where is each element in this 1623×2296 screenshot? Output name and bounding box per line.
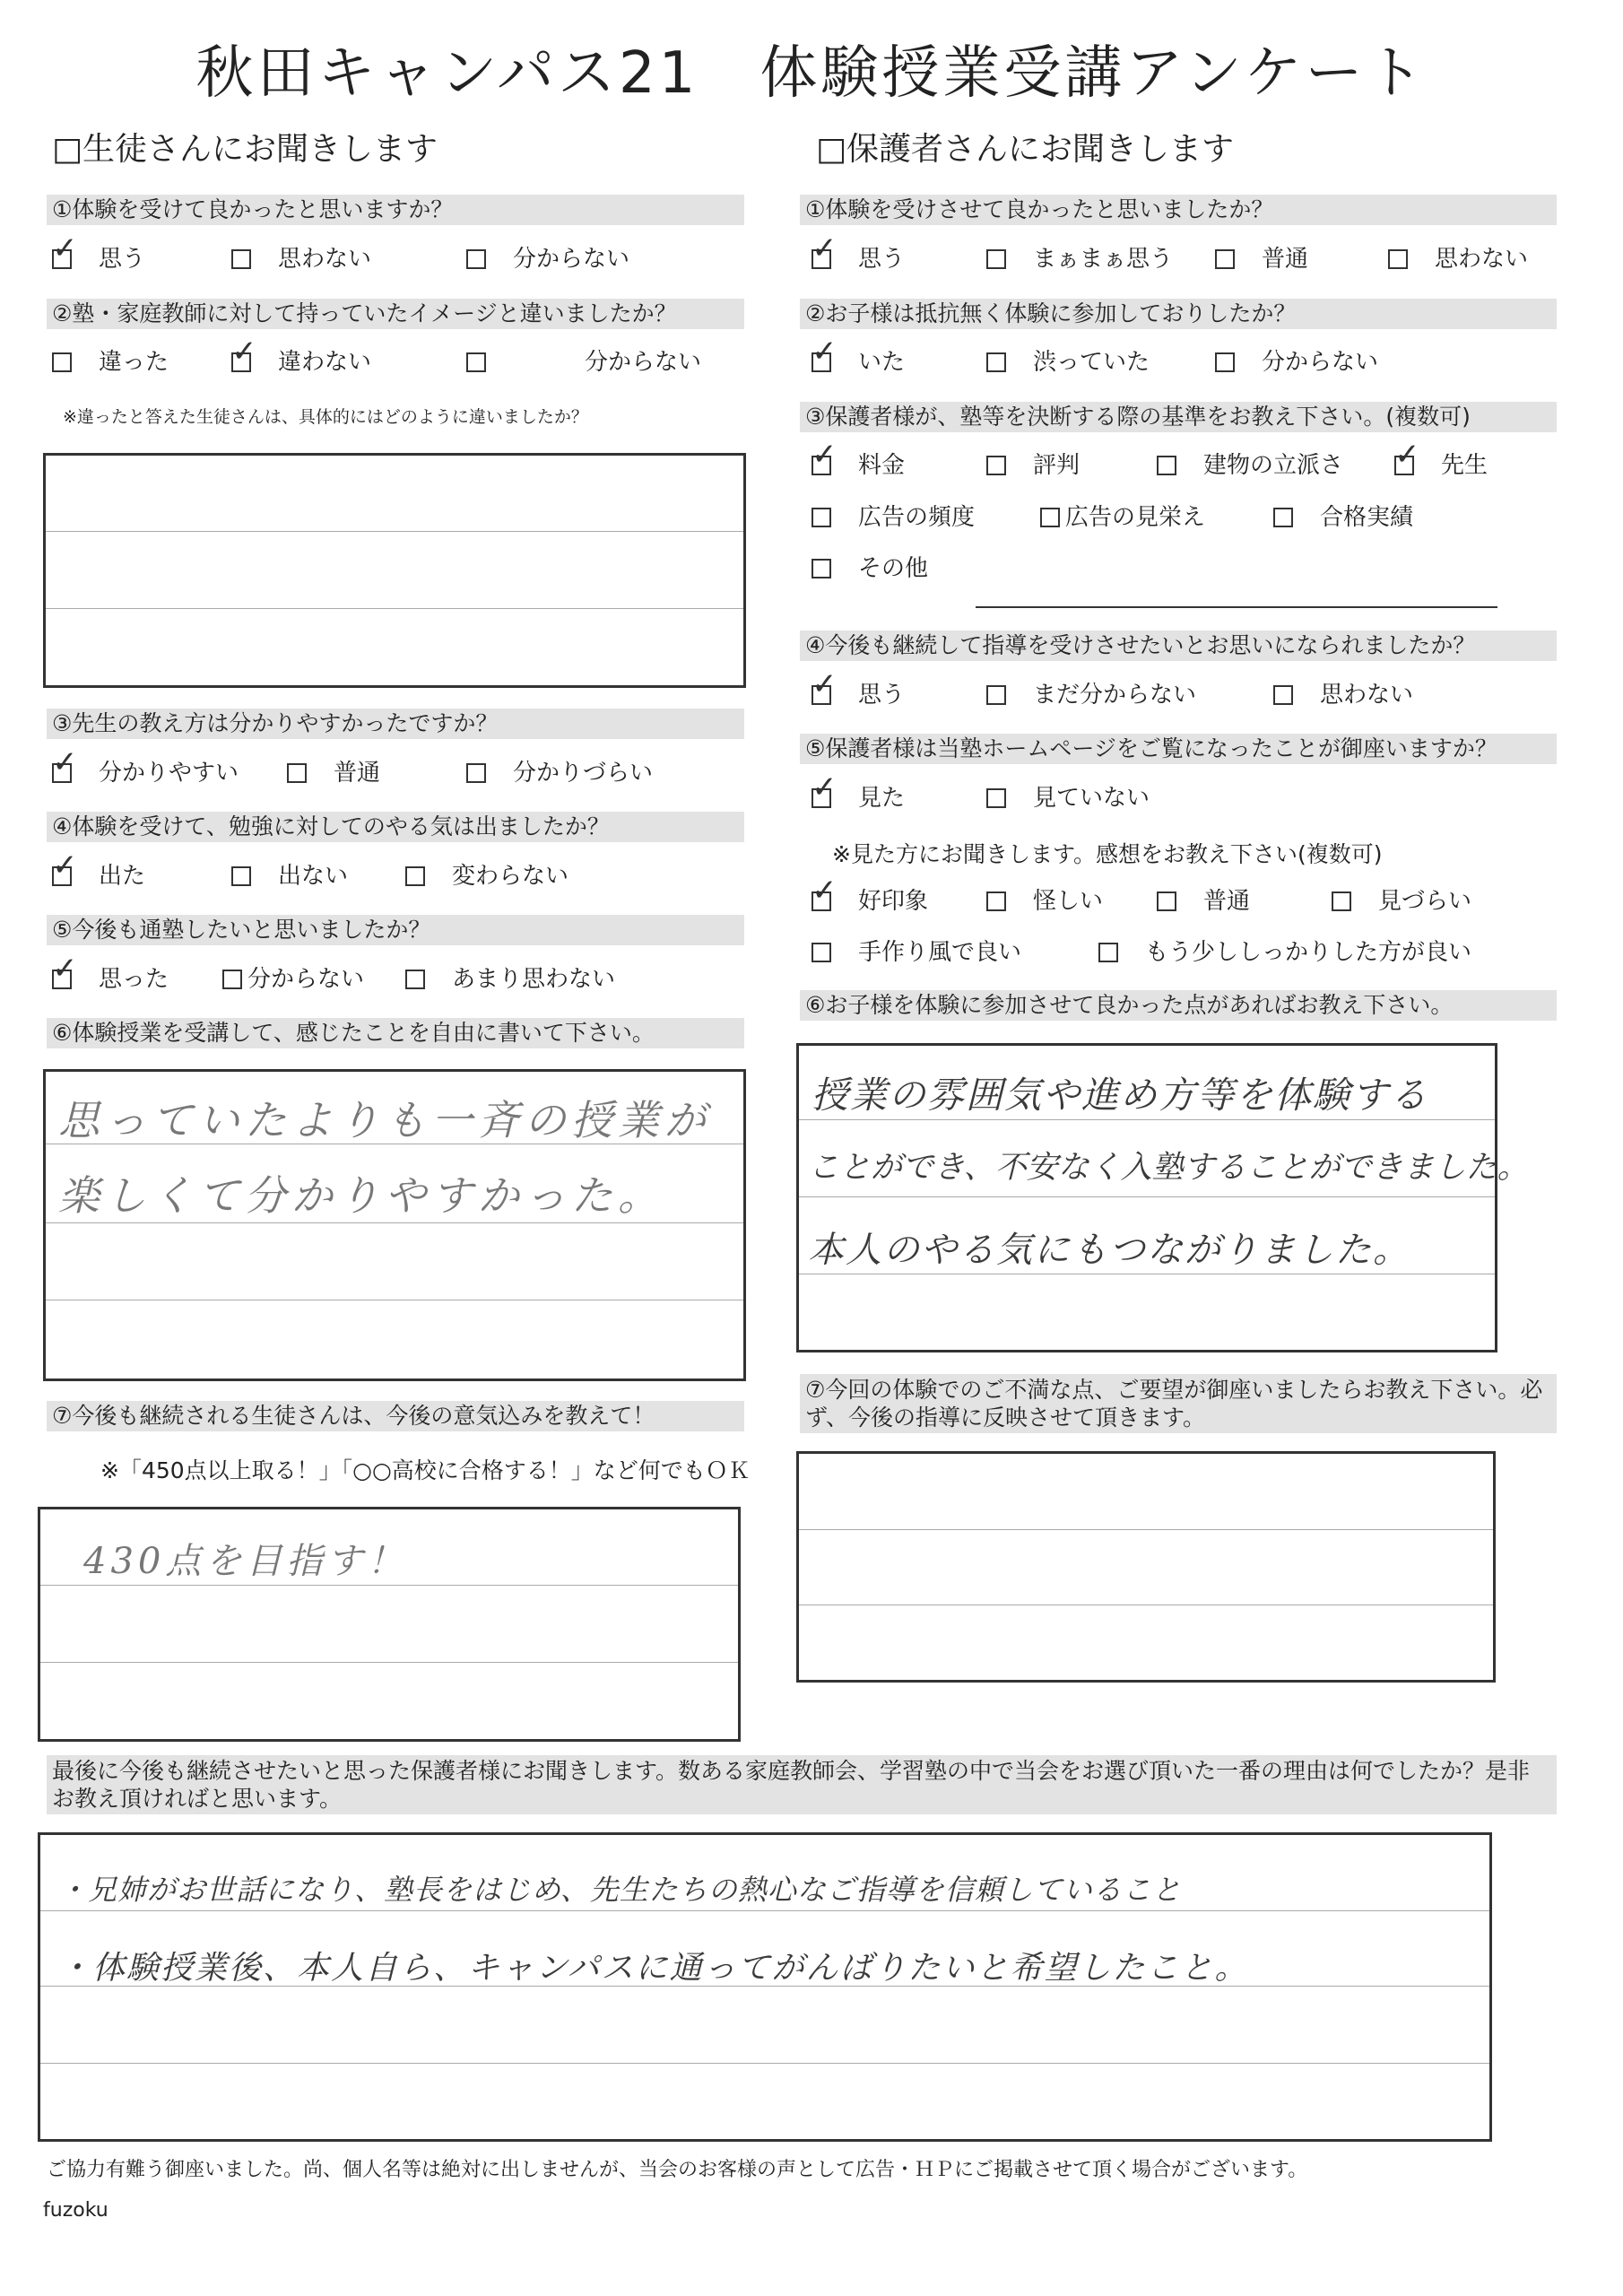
checkbox[interactable] <box>812 230 838 269</box>
handwritten-answer-line: 本人のやる気にもつながりました。 <box>808 1230 1410 1271</box>
parent-q3-option-2[interactable]: 評判 <box>986 450 1080 481</box>
student-q7-note: ※「450点以上取る！」「○○高校に合格する！」など何でもＯＫ <box>100 1457 751 1483</box>
handwritten-answer-line: ・体験授業後、本人自ら、キャンパスに通ってがんばりたいと希望したこと。 <box>58 1950 1249 1987</box>
check-mark-icon: ✓ <box>1394 437 1420 473</box>
checkbox[interactable] <box>986 352 1006 372</box>
checkbox[interactable] <box>986 891 1006 911</box>
student-q6-label: ⑥体験授業を受講して、感じたことを自由に書いて下さい。 <box>47 1018 744 1048</box>
student-q2-option-2[interactable]: ✓ 違わない <box>231 334 372 376</box>
parent-q1-label: ①体験を受けさせて良かったと思いましたか？ <box>800 195 1557 225</box>
answer-line <box>40 1910 1489 1911</box>
student-q4-option-2[interactable]: 出ない <box>231 861 348 891</box>
handwritten-answer-line: 楽しくて分かりやすかった。 <box>58 1171 664 1220</box>
other-write-in-line[interactable] <box>976 606 1497 608</box>
parent-q4-option-2[interactable]: まだ分からない <box>986 680 1196 710</box>
checkbox[interactable] <box>986 788 1006 808</box>
answer-line <box>46 608 743 609</box>
student-q3-option-3[interactable]: 分かりづらい <box>466 758 653 788</box>
checkbox[interactable] <box>986 685 1006 705</box>
checkbox[interactable] <box>222 970 242 989</box>
parent-q1-option-2[interactable]: まぁまぁ思う <box>986 244 1173 274</box>
checkbox[interactable] <box>1157 891 1176 911</box>
student-q4-option-3[interactable]: 変わらない <box>405 861 568 891</box>
parent-q4-label: ④今後も継続して指導を受けさせたいとお思いになられましたか？ <box>800 631 1557 661</box>
checkbox[interactable] <box>986 456 1006 475</box>
checkbox[interactable] <box>466 249 486 269</box>
answer-line <box>40 2063 1489 2064</box>
parent-q2-label: ②お子様は抵抗無く体験に参加しておりしたか？ <box>800 299 1557 329</box>
parent-q3-option-4[interactable]: ✓ 先生 <box>1394 437 1488 479</box>
check-mark-icon: ✓ <box>812 437 838 473</box>
parent-q3-option-6[interactable]: 広告の見栄え <box>1040 502 1205 533</box>
check-mark-icon: ✓ <box>812 666 838 702</box>
student-q3-option-2[interactable]: 普通 <box>287 758 380 788</box>
student-q5-label: ⑤今後も通塾したいと思いましたか？ <box>47 915 744 945</box>
answer-line <box>46 1222 743 1223</box>
student-q1-option-1[interactable]: ✓ 思う <box>52 230 146 273</box>
parent-q3-option-3[interactable]: 建物の立派さ <box>1157 450 1343 481</box>
handwritten-answer-line: ・兄姉がお世話になり、塾長をはじめ、先生たちの熱心なご指導を信頼していること <box>58 1873 1182 1907</box>
checkbox[interactable] <box>1332 891 1351 911</box>
student-q2-option-3[interactable]: 分からない <box>466 347 701 378</box>
student-q3-label: ③先生の教え方は分かりやすかったですか？ <box>47 709 744 739</box>
parent-q5-sub-option-5[interactable]: 手作り風で良い <box>812 937 1021 968</box>
checkbox[interactable] <box>1215 352 1235 372</box>
checkbox[interactable] <box>52 951 78 989</box>
handwritten-answer-line: 授業の雰囲気や進め方等を体験する <box>812 1074 1428 1117</box>
student-q5-option-2[interactable]: 分からない <box>222 964 364 995</box>
student-q2-label: ②塾・家庭教師に対して持っていたイメージと違いましたか？ <box>47 299 744 329</box>
checkbox[interactable] <box>231 334 257 372</box>
parent-q5-option-2[interactable]: 見ていない <box>986 783 1150 813</box>
parent-q5-sub-option-4[interactable]: 見づらい <box>1332 886 1471 917</box>
checkbox[interactable] <box>812 873 838 911</box>
student-q4-label: ④体験を受けて、勉強に対してのやる気は出ましたか？ <box>47 812 744 842</box>
parent-q3-option-8[interactable]: その他 <box>812 553 928 584</box>
parent-q1-option-1[interactable]: ✓ 思う <box>812 230 906 273</box>
answer-line <box>40 1662 738 1663</box>
parent-q6-answer-box[interactable] <box>796 1043 1529 1352</box>
parent-q3-label: ③保護者様が、塾等を決断する際の基準をお教え下さい。(複数可) <box>800 402 1557 432</box>
student-q2-option-1[interactable]: 違った <box>52 347 169 378</box>
checkbox[interactable] <box>812 334 838 372</box>
parent-q5-label: ⑤保護者様は当塾ホームページをご覧になったことが御座いますか？ <box>800 734 1557 764</box>
checkbox[interactable] <box>405 970 425 989</box>
parent-q5-sub-option-6[interactable]: もう少ししっかりした方が良い <box>1098 937 1471 968</box>
parent-q4-option-1[interactable]: ✓ 思う <box>812 666 906 709</box>
answer-line <box>46 531 743 532</box>
checkbox[interactable] <box>405 866 425 886</box>
check-mark-icon: ✓ <box>812 230 838 266</box>
checkbox[interactable] <box>1394 437 1420 475</box>
check-mark-icon: ✓ <box>52 230 78 266</box>
page-title: 秋田キャンパス21 体験授業受講アンケート <box>195 40 1428 107</box>
checkbox[interactable] <box>52 744 78 783</box>
parent-q3-option-1[interactable]: ✓ 料金 <box>812 437 906 479</box>
checkbox[interactable] <box>1098 943 1118 962</box>
parent-q5-option-1[interactable]: ✓ 見た <box>812 770 906 812</box>
parent-q4-option-3[interactable]: 思わない <box>1273 680 1413 710</box>
student-q7-label: ⑦今後も継続される生徒さんは、今後の意気込みを教えて！ <box>47 1401 744 1431</box>
checkbox[interactable] <box>812 437 838 475</box>
student-q6-answer-box[interactable] <box>43 1069 746 1381</box>
footer-note: ご協力有難う御座いました。尚、個人名等は絶対に出しませんが、当会のお客様の声として広告・ＨＰにご掲載させて頂く場合がございます。 <box>47 2159 1308 2181</box>
answer-line <box>799 1119 1495 1120</box>
student-q1-option-2[interactable]: 思わない <box>231 244 371 274</box>
checkbox[interactable] <box>812 943 831 962</box>
check-mark-icon: ✓ <box>812 770 838 805</box>
checkbox[interactable] <box>812 770 838 808</box>
student-q3-option-1[interactable]: ✓ 分かりやすい <box>52 744 239 787</box>
final-answer-box[interactable] <box>38 1832 1492 2142</box>
handwritten-answer-line: ことができ、不安なく入塾することができました。 <box>808 1150 1529 1186</box>
check-mark-icon: ✓ <box>52 848 78 883</box>
check-mark-icon: ✓ <box>52 951 78 987</box>
checkbox[interactable] <box>1273 508 1293 527</box>
final-question-label: 最後に今後も継続させたいと思った保護者様にお聞きします。数ある家庭教師会、学習塾の中で当会をお選び頂いた一番の理由は何でしたか？是非お教え頂ければと思います。 <box>47 1755 1557 1814</box>
checkbox[interactable] <box>466 763 486 783</box>
parent-q7-label: ⑦今回の体験でのご不満な点、ご要望が御座いましたらお教え下さい。必ず、今後の指導に反映させて頂きます。 <box>800 1374 1557 1433</box>
checkbox[interactable] <box>1157 456 1176 475</box>
handwritten-answer-line: 思っていたよりも一斉の授業が <box>58 1096 711 1144</box>
student-q5-option-1[interactable]: ✓ 思った <box>52 951 169 993</box>
checkbox[interactable] <box>52 848 78 886</box>
checkbox[interactable] <box>1215 249 1235 269</box>
student-q5-option-3[interactable]: あまり思わない <box>405 964 615 995</box>
answer-line <box>799 1529 1493 1530</box>
handwritten-answer-line: 430点を目指す！ <box>83 1541 408 1582</box>
parent-q5-sub-option-2[interactable]: 怪しい <box>986 886 1103 917</box>
checkbox[interactable] <box>231 866 251 886</box>
check-mark-icon: ✓ <box>52 744 78 780</box>
parent-q2-option-2[interactable]: 渋っていた <box>986 347 1150 378</box>
parent-q7-answer-box[interactable] <box>796 1451 1496 1683</box>
student-section-heading: □生徒さんにお聞きします <box>52 131 438 168</box>
checkbox[interactable] <box>812 508 831 527</box>
checkbox[interactable] <box>52 230 78 269</box>
student-q7-answer-box[interactable] <box>38 1507 741 1742</box>
student-q1-option-3[interactable]: 分からない <box>466 244 629 274</box>
student-q4-option-1[interactable]: ✓ 出た <box>52 848 146 890</box>
checkbox[interactable] <box>812 559 831 578</box>
parent-q5-sub-label: ※見た方にお聞きします。感想をお教え下さい(複数可) <box>832 841 1383 867</box>
checkbox[interactable] <box>231 249 251 269</box>
parent-q6-label: ⑥お子様を体験に参加させて良かった点があればお教え下さい。 <box>800 990 1557 1021</box>
checkbox[interactable] <box>1273 685 1293 705</box>
answer-line <box>40 1585 738 1586</box>
checkbox[interactable] <box>287 763 307 783</box>
parent-q2-option-1[interactable]: ✓ いた <box>812 334 906 376</box>
parent-q3-option-5[interactable]: 広告の頻度 <box>812 502 975 533</box>
checkbox[interactable] <box>52 352 72 372</box>
checkbox[interactable] <box>1388 249 1408 269</box>
form-id: fuzoku <box>43 2199 108 2222</box>
check-mark-icon: ✓ <box>812 873 838 909</box>
checkbox[interactable] <box>1040 508 1060 527</box>
answer-line <box>799 1196 1495 1197</box>
parent-q1-option-4[interactable]: 思わない <box>1388 244 1528 274</box>
parent-q5-sub-option-3[interactable]: 普通 <box>1157 886 1250 917</box>
check-mark-icon: ✓ <box>812 334 838 370</box>
check-mark-icon: ✓ <box>231 334 257 370</box>
checkbox[interactable] <box>986 249 1006 269</box>
parent-q2-option-3[interactable]: 分からない <box>1215 347 1378 378</box>
parent-section-heading: □保護者さんにお聞きします <box>816 131 1235 168</box>
student-q1-label: ①体験を受けて良かったと思いますか？ <box>47 195 744 225</box>
parent-q3-option-7[interactable]: 合格実績 <box>1273 502 1413 533</box>
student-q2-answer-box[interactable] <box>43 453 746 688</box>
checkbox[interactable] <box>466 352 486 372</box>
parent-q1-option-3[interactable]: 普通 <box>1215 244 1308 274</box>
parent-q5-sub-option-1[interactable]: ✓ 好印象 <box>812 873 929 915</box>
checkbox[interactable] <box>812 666 838 705</box>
student-q2-note: ※違ったと答えた生徒さんは、具体的にはどのように違いましたか？ <box>63 407 588 427</box>
